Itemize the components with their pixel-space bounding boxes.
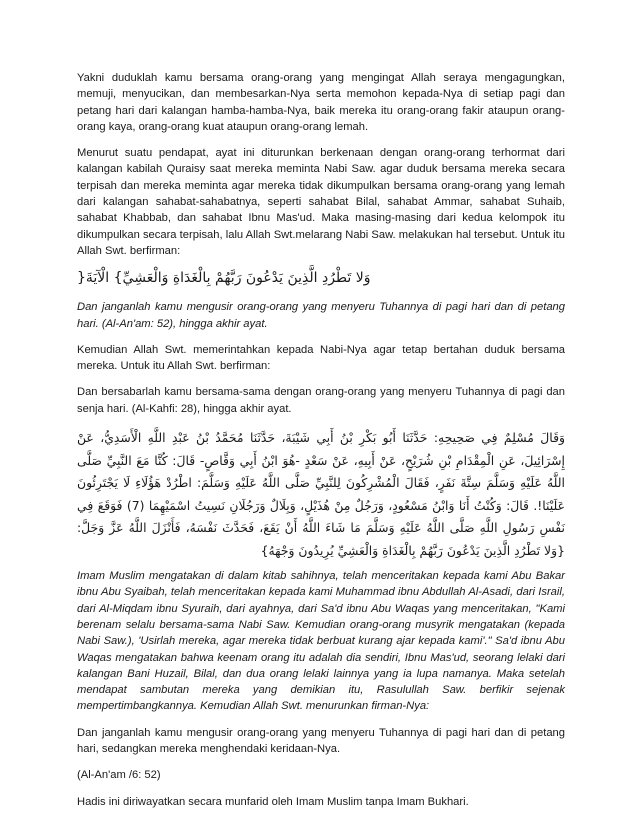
paragraph-narration-note: Hadis ini diriwayatkan secara munfarid oleh Imam Muslim tanpa Imam Bukhari.	[77, 795, 469, 808]
paragraph-command: Kemudian Allah Swt. memerintahkan kepada Nabi-Nya agar tetap bertahan duduk bersama mereka. Untuk itu Allah Swt. berfirman:	[77, 343, 565, 373]
paragraph-kahfi: Dan bersabarlah kamu bersama-sama dengan orang-orang yang menyeru Tuhannya di pagi dan senja hari. (Al-Kahfi: 28), hingga akhir ayat.	[77, 386, 565, 415]
paragraph-intro: Yakni duduklah kamu bersama orang-orang yang mengingat Allah seraya mengagungkan, memuji, menyucikan, dan membesarkan-Nya serta memohon kepada-Nya di setiap pagi dan petang hari dari kalangan hamba-hamba-Nya, baik mereka itu orang-orang fakir ataupun orang-orang kaya, orang-orang kuat ataupun orang-orang lemah.	[77, 72, 565, 133]
translation-anam: Dan janganlah kamu mengusir orang-orang yang menyeru Tuhannya di pagi hari dan di petang hari. (Al-An'am: 52), hingga akhir ayat.	[77, 301, 565, 330]
paragraph-translation-verse: Dan janganlah kamu mengusir orang-orang yang menyeru Tuhannya di pagi hari dan di petang hari, sedangkan mereka menghendaki keridaan-Nya.	[77, 726, 565, 756]
arabic-verse-anam: وَلا تَطْرُدِ الَّذِينَ يَدْعُونَ رَبَّهُمْ بِالْغَدَاةِ وَالْعَشِيِّ} الْآيَةَ{	[77, 270, 371, 287]
translation-hadith: Imam Muslim mengatakan di dalam kitab sahihnya, telah menceritakan kepada kami Abu Bakar ibnu Abu Syaibah, telah menceritakan kepada kami Muhammad ibnu Abdullah Al-Asadi, dari Israil, dari Al-Miqdam ibnu Syuraih, dari ayahnya, dari Sa'd ibnu Abu Waqas yang menceritakan, "Kami berenam selalu bersama-sama Nabi Saw. Kemudian orang-orang musyrik mengatakan (kepada Nabi Saw.), 'Usirlah mereka, agar mereka tidak berbuat kurang ajar kepada kami'." Sa'd ibnu Abu Waqas mengatakan bahwa keenam orang itu adalah dia sendiri, Ibnu Mas'ud, seorang lelaki dari kalangan Bani Huzail, Bilal, dan dua orang lelaki lainnya yang ia lupa namanya. Maka setelah mendapat sambutan mereka yang demikian itu, Rasulullah Saw. berfikir sejenak mempertimbangkannya. Kemudian Allah Swt. menurunkan firman-Nya:	[77, 570, 565, 713]
paragraph-context: Menurut suatu pendapat, ayat ini diturunkan berkenaan dengan orang-orang terhormat dari kalangan kabilah Quraisy saat mereka meminta Nabi Saw. agar duduk bersama mereka secara terpisah dan mereka meminta agar mereka tidak dikumpulkan bersama orang-orang yang lemah dari kalangan sahabat-sahabatnya, seperti sahabat Bilal, sahabat Ammar, sahabat Suhaib, sahabat Khabbab, dan sahabat Ibnu Mas'ud. Maka masing-masing dari kedua kelompok itu dikumpulkan secara terpisah, lalu Allah Swt.melarang Nabi Saw. melakukan hal tersebut. Untuk itu Allah Swt. berfirman:	[77, 147, 565, 257]
paragraph-reference: (Al-An'am /6: 52)	[77, 769, 161, 782]
arabic-hadith: وَقَالَ مُسْلِمٌ فِي صَحِيحِهِ: حَدَّثَنَا أَبُو بَكْرِ بْنُ أَبِي شَيْبَةَ، حَدَّثَنَا مُحَمَّدُ بْنُ عَبْدِ اللَّهِ الْأَسَدِيُّ، عَنْ إِسْرَائِيلَ، عَنِ الْمِقْدَامِ بْنِ شُرَيْحٍ، عَنْ أَبِيهِ، عَنْ سَعْدٍ -هُوَ ابْنُ أَبِي وَقَّاصٍ- قَالَ: كُنَّا مَعَ النَّبِيِّ صَلَّى اللَّهُ عَلَيْهِ وَسَلَّمَ سِتَّةَ نَفَرٍ، فَقَالَ الْمُشْرِكُونَ لِلنَّبِيِّ صَلَّى اللَّهُ عَلَيْهِ وَسَلَّمَ: اطْرُدْ هَؤُلَاءِ لَا يَجْتَرِئُونَ عَلَيْنَا!. قَالَ: وَكُنْتُ أَنَا وَابْنُ مَسْعُودٍ، وَرَجُلٌ مِنْ هُذَيْلٍ، وَبِلَالٌ وَرَجُلَانِ نَسِيتُ اسْمَيْهِمَا (7) فَوَقَعَ فِي نَفْسِ رَسُولِ اللَّهِ صَلَّى اللَّهُ عَلَيْهِ وَسَلَّمَ مَا شَاءَ اللَّهُ أَنْ يَقَعَ، فَحَدَّثَ نَفْسَهُ، فَأَنْزَلَ اللَّهُ عَزَّ وَجَلَّ: {وَلا تَطْرُدِ الَّذِينَ يَدْعُونَ رَبَّهُمْ بِالْغَدَاةِ وَالْعَشِيِّ يُرِيدُونَ وَجْهَهُ}	[77, 430, 565, 558]
document-page	[77, 70, 565, 820]
